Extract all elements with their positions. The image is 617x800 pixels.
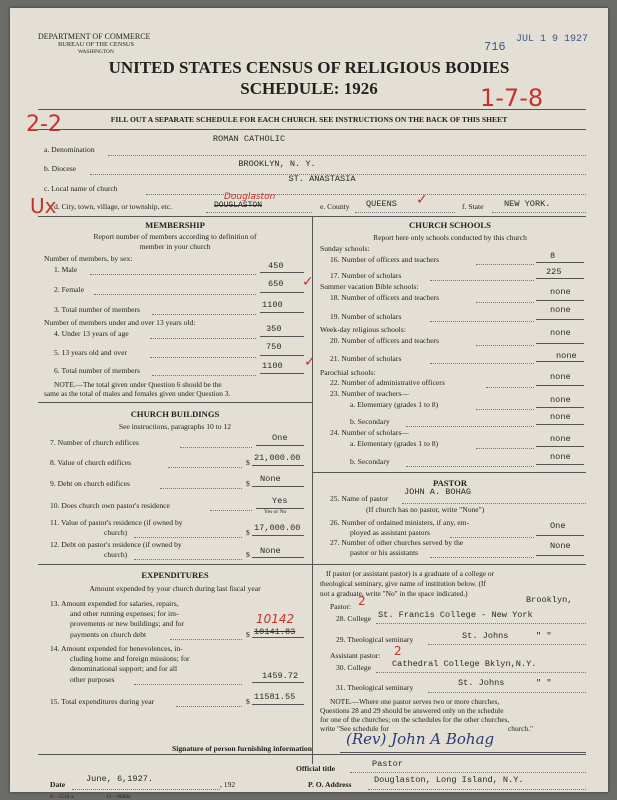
membership-note-1: NOTE.—The total given under Question 6 should be the xyxy=(54,380,222,389)
expenditures-heading: EXPENDITURES xyxy=(141,570,209,580)
received-date-stamp: JUL 1 9 1927 xyxy=(516,34,589,45)
census-schedule-page xyxy=(10,8,608,800)
q23b-value: none xyxy=(550,412,571,422)
county-value: QUEENS xyxy=(366,199,397,209)
q27-value: None xyxy=(550,541,571,551)
yes-no-hint: Yes or No xyxy=(264,509,287,515)
q19-label: 19. Number of scholars xyxy=(330,312,402,321)
q27-label-1: 27. Number of other churches served by the xyxy=(330,538,464,547)
q11-label-2: church) xyxy=(104,528,128,537)
q24b-value: none xyxy=(550,452,571,462)
check-mark: ✓ xyxy=(302,274,314,290)
expenditures-intro: Amount expended by your church during last fiscal year xyxy=(89,584,261,593)
denomination-value: ROMAN CATHOLIC xyxy=(212,134,286,144)
q20-label: 20. Number of officers and teachers xyxy=(330,336,440,345)
q28-value: St. Francis College - New York xyxy=(378,610,533,620)
parochial-schools-label: Parochial schools: xyxy=(320,368,376,377)
form-number-2: 11—9086e xyxy=(106,794,131,800)
po-address-label: P. O. Address xyxy=(308,780,352,789)
graduate-note-2: theological seminary, give name of institution below. (If xyxy=(320,579,486,588)
q15-label: 15. Total expenditures during year xyxy=(50,697,155,706)
dollar-sign: $ xyxy=(246,550,250,559)
dept-label: DEPARTMENT OF COMMERCE xyxy=(38,32,151,41)
membership-note-2: same as the total of males and females given under Question 3. xyxy=(44,389,231,398)
church-name-label: c. Local name of church xyxy=(44,184,118,193)
q18-label: 18. Number of officers and teachers xyxy=(330,293,440,302)
county-label: e. County xyxy=(320,202,350,211)
pastor-note-1: NOTE.—Where one pastor serves two or more churches, xyxy=(330,697,500,706)
q21-label: 21. Number of scholars xyxy=(330,354,402,363)
dollar-sign: $ xyxy=(246,479,250,488)
po-address-value: Douglaston, Long Island, N.Y. xyxy=(374,775,524,785)
q23a-value: none xyxy=(550,395,571,405)
q30-value: Cathedral College Bklyn,N.Y. xyxy=(392,659,537,669)
buildings-intro: See instructions, paragraphs 10 to 12 xyxy=(118,422,232,431)
q14-label-4: other purposes xyxy=(70,675,115,684)
signature-label: Signature of person furnishing information xyxy=(172,744,312,753)
dollar-sign: $ xyxy=(246,458,250,467)
check-mark: ✓ xyxy=(416,192,428,208)
q23a-label: a. Elementary (grades 1 to 8) xyxy=(350,400,439,409)
membership-intro-1: Report number of members according to definition of xyxy=(93,232,257,241)
state-value: NEW YORK. xyxy=(504,199,551,209)
city-handwritten: Douglaston xyxy=(224,192,276,202)
q11-label-1: 11. Value of pastor's residence (if owned by xyxy=(50,518,183,527)
city-label: WASHINGTON xyxy=(78,49,114,55)
schedule-title: SCHEDULE: 1926 xyxy=(240,79,378,98)
pastor-note-3: for one of the churches; on the schedules for the other churches, xyxy=(320,715,510,724)
church-name-value: ST. ANASTASIA xyxy=(288,174,356,184)
q8-value: 21,000.00 xyxy=(254,453,301,463)
membership-heading: MEMBERSHIP xyxy=(145,220,205,230)
membership-intro-2: member in your church xyxy=(139,242,211,251)
q2-value: 650 xyxy=(268,279,284,289)
signature: (Rev) John A Bohag xyxy=(346,730,495,748)
q26-label-1: 26. Number of ordained ministers, if any, em- xyxy=(330,518,470,527)
q28-value-extra: Brooklyn, xyxy=(526,595,573,605)
q10-value: Yes xyxy=(272,496,288,506)
q22-value: none xyxy=(550,372,571,382)
schools-intro: Report here only schools conducted by this church xyxy=(373,233,527,242)
q25-label: 25. Name of pastor xyxy=(330,494,389,503)
diocese-label: b. Diocese xyxy=(44,164,77,173)
q19-value: none xyxy=(550,305,571,315)
q26-label-2: ployed as assistant pastors xyxy=(350,528,430,537)
check-mark: ✓ xyxy=(304,354,316,370)
form-number: 8—5518 a xyxy=(50,794,74,800)
denomination-label: a. Denomination xyxy=(44,145,95,154)
bureau-label: BUREAU OF THE CENSUS xyxy=(58,41,135,48)
q20-value: none xyxy=(550,328,571,338)
pastor-mark: 2 xyxy=(358,594,366,608)
q1-value: 450 xyxy=(268,261,284,271)
q12-label-1: 12. Debt on pastor's residence (if owned by xyxy=(50,540,182,549)
form-title: UNITED STATES CENSUS OF RELIGIOUS BODIES xyxy=(108,58,510,77)
q12-value: None xyxy=(260,546,281,556)
pastor-note-2: Questions 28 and 29 should be answered only on the schedule xyxy=(320,706,504,715)
handwritten-code-left: 2-2 xyxy=(26,112,62,137)
q13-label-3: provements or new buildings; and for xyxy=(70,619,185,628)
dollar-sign: $ xyxy=(246,528,250,537)
q11-value: 17,000.00 xyxy=(254,523,301,533)
q14-label-2: cluding home and foreign missions; for xyxy=(70,654,190,663)
q12-label-2: church) xyxy=(104,550,128,559)
q13-label-1: 13. Amount expended for salaries, repairs, xyxy=(50,599,179,608)
assistant-subheading: Assistant pastor: xyxy=(330,651,381,660)
dollar-sign: $ xyxy=(246,697,250,706)
q1-label: 1. Male xyxy=(54,265,78,274)
q31-label: 31. Theological seminary xyxy=(336,683,414,692)
q25-note: (If church has no pastor, write "None") xyxy=(366,505,485,514)
q4-label: 4. Under 13 years of age xyxy=(54,329,129,338)
q10-label: 10. Does church own pastor's residence xyxy=(50,501,170,510)
q28-label: 28. College xyxy=(336,614,372,623)
pastor-subheading: Pastor: xyxy=(330,602,352,611)
q16-label: 16. Number of officers and teachers xyxy=(330,255,440,264)
q13-label-2: and other running expenses; for im- xyxy=(70,609,179,618)
pastor-note-4: write "See schedule for xyxy=(320,724,389,733)
q15-value: 11581.55 xyxy=(254,692,296,702)
q22-label: 22. Number of administrative officers xyxy=(330,378,445,387)
q29-value: St. Johns xyxy=(462,631,509,641)
q9-value: None xyxy=(260,474,281,484)
q17-label: 17. Number of scholars xyxy=(330,271,402,280)
q14-value: 1459.72 xyxy=(262,671,299,681)
q25-value: JOHN A. BOHAG xyxy=(404,487,472,497)
dollar-sign: $ xyxy=(246,630,250,639)
q23b-label: b. Secondary xyxy=(350,417,390,426)
by-sex-label: Number of members, by sex: xyxy=(44,254,133,263)
buildings-heading: CHURCH BUILDINGS xyxy=(130,409,220,419)
sunday-schools-label: Sunday schools: xyxy=(320,244,370,253)
q6-value: 1100 xyxy=(262,361,283,371)
stamp-number: 716 xyxy=(484,40,506,54)
q29-label: 29. Theological seminary xyxy=(336,635,414,644)
q7-value: One xyxy=(272,433,288,443)
q13-handwritten-value: 10142 xyxy=(256,612,295,626)
official-title-label: Official title xyxy=(296,764,336,773)
q2-label: 2. Female xyxy=(54,285,84,294)
q3-label: 3. Total number of members xyxy=(54,305,141,314)
q14-label-3: denominational support; and for all xyxy=(70,664,178,673)
assistant-mark: 2 xyxy=(394,644,402,658)
q3-value: 1100 xyxy=(262,300,283,310)
ditto-mark: " " xyxy=(536,631,552,641)
q26-value: One xyxy=(550,521,566,531)
handwritten-code-right: 1-7-8 xyxy=(480,84,544,112)
q9-label: 9. Debt on church edifices xyxy=(50,479,130,488)
summer-schools-label: Summer vacation Bible schools: xyxy=(320,282,419,291)
q5-label: 5. 13 years old and over xyxy=(54,348,127,357)
graduate-note-3: not a graduate, write "No" in the space indicated.) xyxy=(320,589,468,598)
q8-label: 8. Value of church edifices xyxy=(50,458,132,467)
date-label: Date xyxy=(50,780,66,789)
q24a-label: a. Elementary (grades 1 to 8) xyxy=(350,439,439,448)
state-label: f. State xyxy=(462,202,484,211)
q24a-value: none xyxy=(550,434,571,444)
diocese-value: BROOKLYN, N. Y. xyxy=(238,159,316,169)
city-field-label: d. City, town, village, or township, etc. xyxy=(54,202,173,211)
q13-label-4: payments on church debt xyxy=(70,630,147,639)
pastor-heading: PASTOR xyxy=(432,478,468,488)
q18-value: none xyxy=(550,287,571,297)
year-suffix: , 192 xyxy=(220,780,236,789)
schools-heading: CHURCH SCHOOLS xyxy=(409,220,491,230)
city-value-struck: DOUGLASTON xyxy=(214,201,263,210)
handwritten-ux-mark: Ux xyxy=(30,194,57,218)
q23-label: 23. Number of teachers— xyxy=(330,389,409,398)
q6-label: 6. Total number of members xyxy=(54,366,141,375)
q30-label: 30. College xyxy=(336,663,372,672)
pastor-note-5: church." xyxy=(508,724,533,733)
date-value: June, 6,1927. xyxy=(86,774,154,784)
q24-label: 24. Number of scholars— xyxy=(330,428,409,437)
q21-value: none xyxy=(556,351,577,361)
q24b-label: b. Secondary xyxy=(350,457,390,466)
q31-value: St. Johns xyxy=(458,678,505,688)
q17-value: 225 xyxy=(546,267,562,277)
q4-value: 350 xyxy=(266,324,282,334)
weekday-schools-label: Week-day religious schools: xyxy=(320,325,406,334)
age-intro: Number of members under and over 13 years old: xyxy=(44,318,196,327)
official-title-value: Pastor xyxy=(372,759,403,769)
q27-label-2: pastor or his assistants xyxy=(350,548,419,557)
q13-value: 10141.83 xyxy=(254,627,296,637)
ditto-mark: " " xyxy=(536,678,552,688)
q16-value: 8 xyxy=(550,251,556,261)
q5-value: 750 xyxy=(266,342,282,352)
q14-label-1: 14. Amount expended for benevolences, in- xyxy=(50,644,183,653)
instruction-line: FILL OUT A SEPARATE SCHEDULE FOR EACH CHURCH. SEE INSTRUCTIONS ON THE BACK OF THIS SHEET xyxy=(110,115,508,124)
q7-label: 7. Number of church edifices xyxy=(50,438,139,447)
graduate-note-1: If pastor (or assistant pastor) is a graduate of a college or xyxy=(326,569,495,578)
